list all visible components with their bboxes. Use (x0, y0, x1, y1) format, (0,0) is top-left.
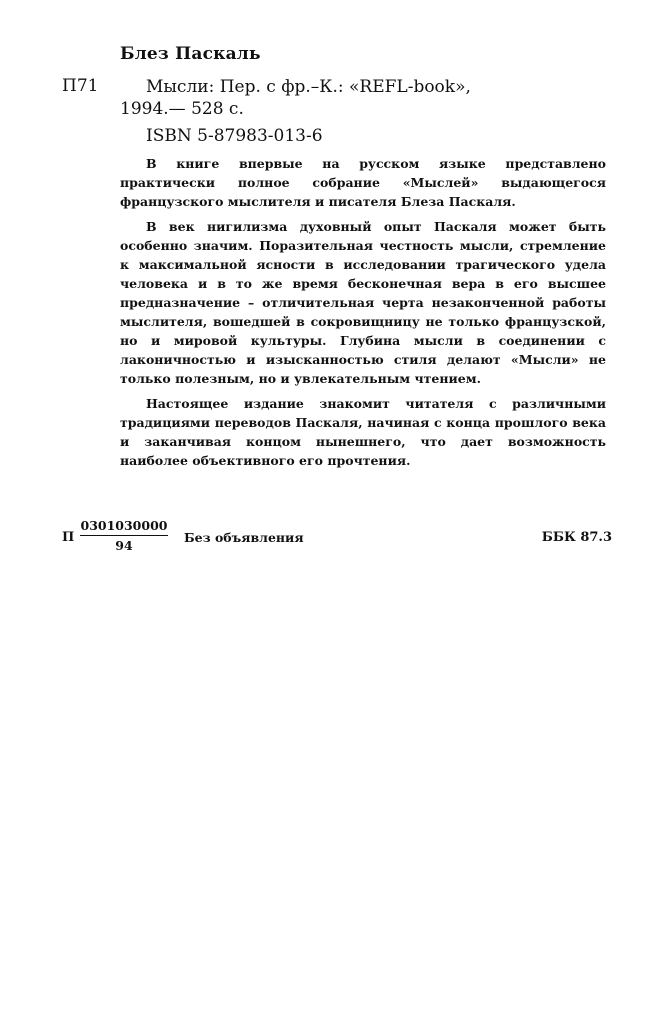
annotation-paragraph-2: В век нигилизма духовный опыт Паскаля может быть особенно значим. Поразительная честность мысли, стремление к максимальной ясности в исследовании трагического удела человека и в то же время бесконечная вера в его высшее предназначение – отличительная черта незаконченной работы мыслителя, вошедшей в сокровищницу не только французской, но и мировой культуры. Глубина мысли в соединении с лаконичностью и изысканностью стиля делают «Мысли» не только полезным, но и увлекательным чтением. (120, 219, 606, 386)
bibliographic-description (120, 76, 620, 120)
catalog-code: П71 (62, 76, 99, 96)
isbn: ISBN 5-87983-013-6 (146, 126, 323, 146)
index-fraction (80, 518, 168, 553)
index-letter: П (62, 530, 75, 545)
bbk-code: ББК 87.3 (541, 530, 612, 545)
biblio-line-title: Мысли: Пер. с фр.–К.: «REFL-book», (146, 77, 471, 97)
annotation-paragraph-1: В книге впервые на русском языке представлено практически полное собрание «Мыслей» выдающегося французского мыслителя и писателя Блеза Паскаля. (120, 156, 606, 209)
announcement-note: Без объявления (184, 530, 304, 545)
index-numerator: 0301030000 (80, 518, 168, 536)
author-name: Блез Паскаль (120, 44, 261, 64)
annotation (120, 154, 606, 476)
index-denominator: 94 (115, 538, 133, 553)
annotation-paragraph-3: Настоящее издание знакомит читателя с различными традициями переводов Паскаля, начиная с конца прошлого века и заканчивая концом нынешнего, что дает возможность наиболее объективного его прочтения. (120, 396, 606, 468)
imprint-footer (62, 518, 612, 558)
biblio-line-year-pages: 1994.— 528 с. (120, 99, 244, 119)
